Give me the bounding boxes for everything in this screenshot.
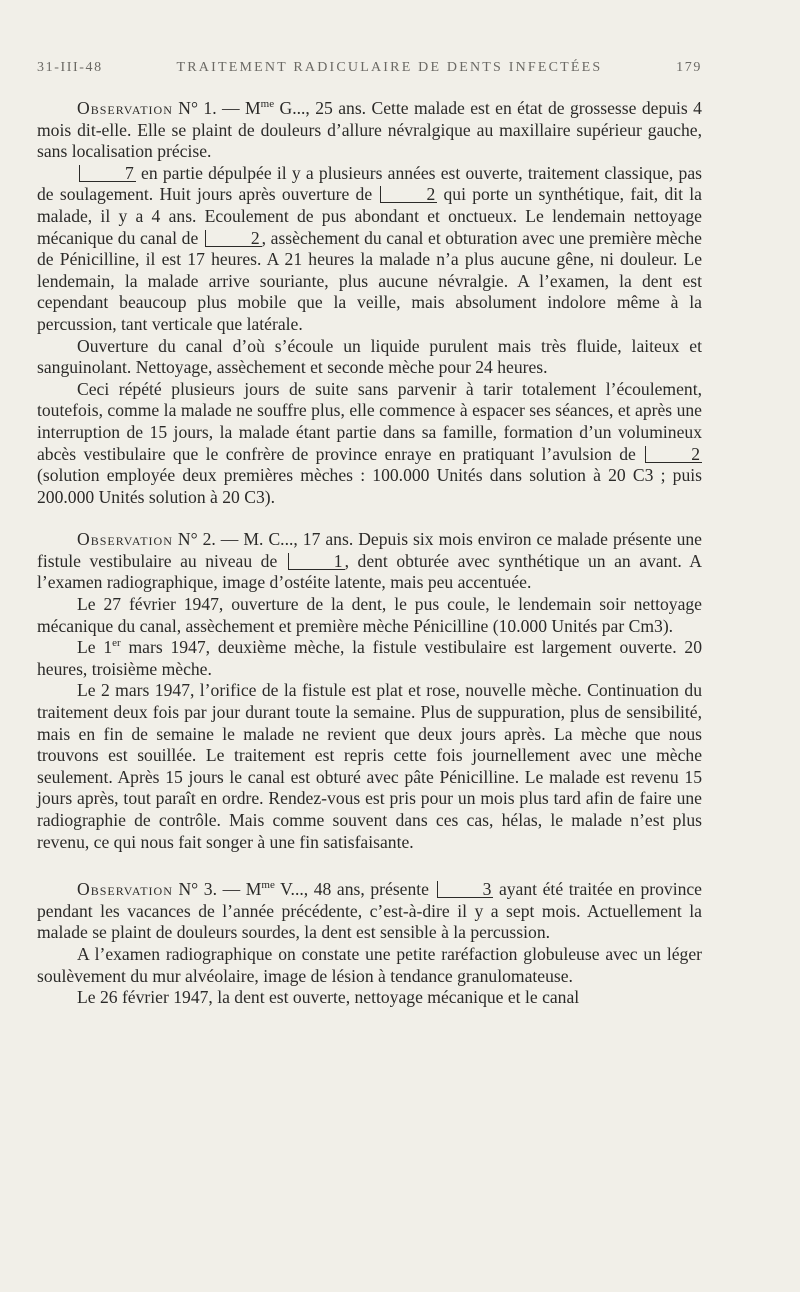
superscript: er xyxy=(112,637,121,650)
tooth-notation: 7 xyxy=(79,165,136,182)
text-span: Ceci répété plusieurs jours de suite sans parvenir à tarir totalement l’écoulement, toutefois, comme la malade ne souffre plus, elle commence à espacer ses séances, et après une interruption de 15 jours, la malade étant partie dans sa famille, formation d’un volumineux abcès vestibulaire que le confrère de province enraye en pratiquant l’avulsion de xyxy=(37,378,702,464)
text-span: ayant été traitée en province pendant les vacances de l’année précédente, c’est-à-dire il y a sept mois. Actuellement la malade se plaint de douleurs sourdes, la dent est sensible à la percussion. xyxy=(37,879,702,943)
text-span: en partie dépulpée il y a plusieurs années est ouverte, traitement classique, pas de soulagement. Huit jours après ouverture de xyxy=(37,162,702,205)
paragraph: Le 27 février 1947, ouverture de la dent, le pus coule, le lendemain soir nettoyage mécanique du canal, assèchement et première mèche Pénicilline (10.000 Unités par Cm3). xyxy=(37,594,702,636)
running-header xyxy=(37,60,702,76)
observation-number: N° 3. xyxy=(178,879,217,900)
text-span: — M xyxy=(217,879,262,900)
text-span: G..., 25 ans. Cette malade est en état de grossesse depuis 4 mois dit-elle. Elle se plaint de douleurs d’allure névralgique au maxillaire supérieur gauche, sans localisation précise. xyxy=(37,98,702,162)
tooth-notation: 2 xyxy=(645,446,702,463)
observation-label: Observation xyxy=(77,879,173,900)
tooth-notation: 1 xyxy=(288,553,345,570)
page-body xyxy=(37,98,702,1009)
running-title: TRAITEMENT RADICULAIRE DE DENTS INFECTÉES xyxy=(176,60,603,75)
paragraph: Ouverture du canal d’où s’écoule un liquide purulent mais très fluide, laiteux et sanguinolant. Nettoyage, assèchement et seconde mèche pour 24 heures. xyxy=(37,335,702,378)
tooth-notation: 2 xyxy=(205,230,262,247)
text-span: V..., 48 ans, présente xyxy=(274,879,435,900)
observation-1-intro xyxy=(37,98,702,163)
text-span: , dent obturée avec synthétique un an avant. A l’examen radiographique, image d’ostéite latente, mais peu accentuée. xyxy=(37,550,703,593)
observation-3-intro xyxy=(37,879,702,944)
tooth-notation: 2 xyxy=(380,186,437,203)
text-span: (solution employée deux premières mèches : 100.000 Unités dans solution à 20 C3 ; puis 200.000 Unités solution à 20 C3). xyxy=(37,465,702,507)
paragraph: Le 26 février 1947, la dent est ouverte, nettoyage mécanique et le canal xyxy=(77,987,580,1008)
text-span: qui porte un synthétique, fait, dit la malade, il y a 4 ans. Ecoulement de pus abondant et onctueux. Le lendemain nettoyage mécanique du canal de xyxy=(37,184,702,248)
page-number: 179 xyxy=(676,60,702,75)
tooth-notation: 3 xyxy=(437,881,494,898)
superscript: me xyxy=(261,879,275,892)
paragraph xyxy=(37,379,702,509)
observation-2-intro xyxy=(37,529,702,594)
print-code: 31-III-48 xyxy=(37,60,103,75)
observation-label: Observation xyxy=(77,98,173,118)
superscript: me xyxy=(260,98,275,111)
text-span: , assèchement du canal et obturation avec une première mèche de Pénicilline, il est 17 heures. A 21 heures la malade n’a plus aucune gêne, ni douleur. Le lendemain, la malade arrive souriante, plus aucune névralgie. A l’examen, la dent est cependant beaucoup plus mobile que la veille, mais absolument indolore même à la percussion, tant verticale que latérale. xyxy=(37,227,702,334)
observation-label: Observation xyxy=(77,529,173,550)
paragraph: A l’examen radiographique on constate une petite raréfaction globuleuse avec un léger soulèvement du mur alvéolaire, image de lésion à tendance granulomateuse. xyxy=(37,943,702,986)
paragraph xyxy=(37,637,702,680)
text-span: Le 1 xyxy=(77,637,113,658)
paragraph xyxy=(37,163,702,336)
observation-number: N° 1. xyxy=(178,98,217,118)
paragraph: Le 2 mars 1947, l’orifice de la fistule est plat et rose, nouvelle mèche. Continuation du traitement deux fois par jour durant toute la semaine. Plus de suppuration, plus de sensibilité, mais en fin de semaine le malade ne revient que deux jours après. La mèche que nous trouvons est souillée. Le traitement est repris cette fois journellement avec une mèche seulement. Après 15 jours le canal est obturé avec pâte Pénicilline. Le malade est revenu 15 jours après, tout paraît en ordre. Rendez-vous est pris pour un mois plus tard afin de faire une radiographie de contrôle. Mais comme souvent dans ces cas, hélas, le malade n’est plus revenu, ce qui nous fait songer à une fin satisfaisante. xyxy=(37,680,702,852)
text-span: mars 1947, deuxième mèche, la fistule vestibulaire est largement ouverte. 20 heures, troisième mèche. xyxy=(37,637,702,679)
text-span: — M xyxy=(216,98,261,118)
text-span: — M. C..., 17 ans. Depuis six mois environ ce malade présente une fistule vestibulaire au niveau de xyxy=(37,529,702,571)
observation-number: N° 2. xyxy=(177,529,216,550)
